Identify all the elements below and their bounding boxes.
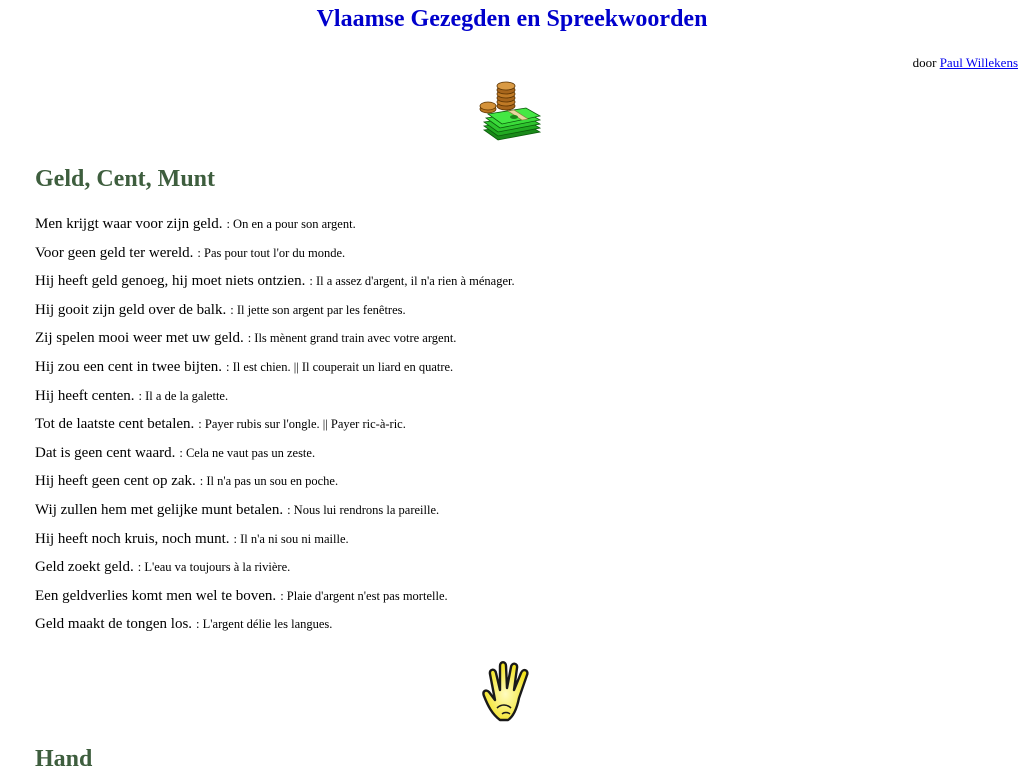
section-heading-hand: Hand xyxy=(35,746,93,768)
saying-dutch: Hij heeft geen cent op zak. xyxy=(35,473,196,490)
saying-dutch: Men krijgt waar voor zijn geld. xyxy=(35,216,223,232)
saying-french: : Il n'a pas un sou en poche. xyxy=(199,474,339,489)
saying-french: : Payer rubis sur l'ongle. || Payer ric-à-ric. xyxy=(198,417,406,432)
list-item xyxy=(35,385,995,414)
list-item xyxy=(35,585,995,614)
saying-french: : Pas pour tout l'or du monde. xyxy=(197,245,346,260)
saying-french: : L'eau va toujours à la rivière. xyxy=(137,560,291,575)
byline-prefix: door xyxy=(912,55,937,70)
list-item xyxy=(35,613,995,642)
list-item xyxy=(35,413,995,442)
saying-french: : Ils mènent grand train avec votre argent. xyxy=(247,331,457,346)
site-title: Vlaamse Gezegden en Spreekwoorden xyxy=(316,6,708,32)
saying-french: : L'argent délie les langues. xyxy=(196,617,333,632)
saying-french: : On en a pour son argent. xyxy=(226,217,356,231)
list-item xyxy=(35,213,995,242)
saying-french: : Il est chien. || Il couperait un liard en quatre. xyxy=(226,359,454,374)
list-item xyxy=(35,299,995,328)
saying-french: : Il a de la galette. xyxy=(138,388,229,403)
list-item xyxy=(35,442,995,471)
saying-dutch: Zij spelen mooi weer met uw geld. xyxy=(35,330,244,347)
list-item xyxy=(35,556,995,585)
saying-french: : Cela ne vaut pas un zeste. xyxy=(179,445,316,460)
section-heading-geld: Geld, Cent, Munt xyxy=(35,166,215,192)
yellow-hand-icon xyxy=(478,658,540,724)
list-item xyxy=(35,327,995,356)
saying-french: : Plaie d'argent n'est pas mortelle. xyxy=(280,588,448,603)
saying-french: : Il jette son argent par les fenêtres. xyxy=(230,302,406,317)
saying-dutch: Geld zoekt geld. xyxy=(35,559,134,576)
saying-list xyxy=(35,213,995,642)
author-link[interactable]: Paul Willekens xyxy=(939,55,1018,70)
saying-dutch: Hij heeft centen. xyxy=(35,387,135,404)
saying-french: : Il a assez d'argent, il n'a rien à ménager. xyxy=(309,274,515,289)
saying-dutch: Wij zullen hem met gelijke munt betalen. xyxy=(35,501,284,518)
list-item xyxy=(35,242,995,271)
saying-dutch: Een geldverlies komt men wel te boven. xyxy=(35,587,277,604)
saying-dutch: Voor geen geld ter wereld. xyxy=(35,244,194,261)
saying-dutch: Geld maakt de tongen los. xyxy=(35,616,193,633)
saying-dutch: Hij zou een cent in twee bijten. xyxy=(35,358,223,375)
saying-french: : Nous lui rendrons la pareille. xyxy=(287,502,440,517)
saying-french: : Il n'a ni sou ni maille. xyxy=(233,531,349,546)
saying-dutch: Hij heeft geld genoeg, hij moet niets ontzien. xyxy=(35,273,306,290)
saying-dutch: Dat is geen cent waard. xyxy=(35,444,176,461)
saying-dutch: Hij heeft noch kruis, noch munt. xyxy=(35,530,230,547)
money-stack-icon xyxy=(478,80,544,142)
list-item xyxy=(35,499,995,528)
list-item xyxy=(35,356,995,385)
saying-dutch: Hij gooit zijn geld over de balk. xyxy=(35,301,227,318)
list-item xyxy=(35,528,995,557)
list-item xyxy=(35,470,995,499)
saying-dutch: Tot de laatste cent betalen. xyxy=(35,416,195,433)
byline xyxy=(913,55,1018,71)
list-item xyxy=(35,270,995,299)
